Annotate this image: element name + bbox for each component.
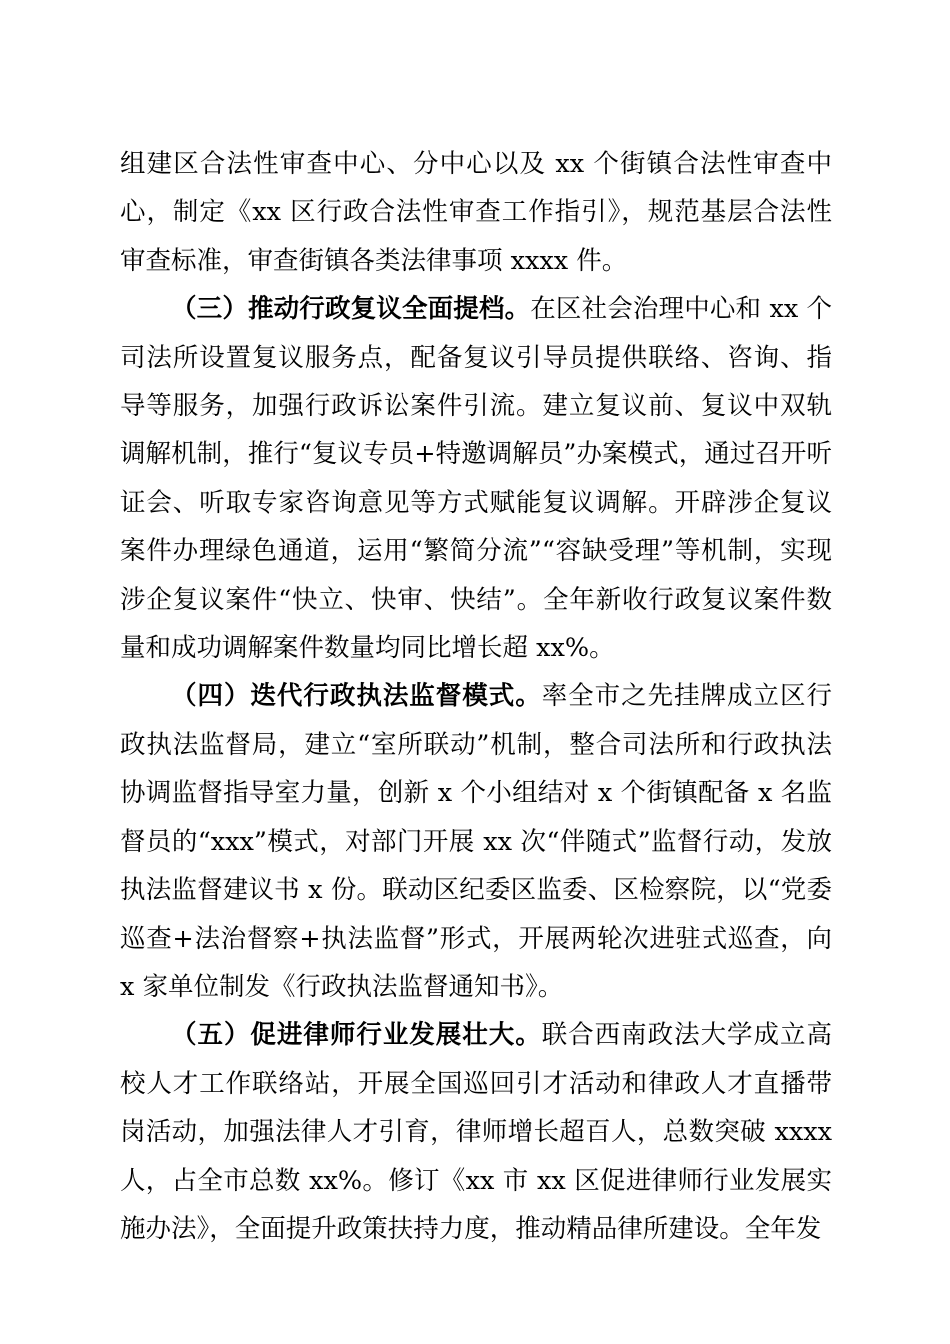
paragraph-body: 率全市之先挂牌成立区行政执法监督局，建立“室所联动”机制，整合司法所和行政执法协调监督指导室力量，创新 x 个小组结对 x 个街镇配备 x 名监督员的“xxx”模式，对部门开展 xx 次“伴随式”监督行动，发放执法监督建议书 x 份。联动区纪委区监委、区检察院，以“党委巡查+法治督察+执法监督”形式，开展两轮次进驻式巡查，向 x 家单位制发《行政执法监督通知书》。 (120, 681, 832, 1002)
paragraph-body: 组建区合法性审查中心、分中心以及 xx 个街镇合法性审查中心，制定《xx 区行政合法性审查工作指引》，规范基层合法性审查标准，审查街镇各类法律事项 xxxx 件。 (120, 149, 832, 276)
paragraph-administrative-review (120, 285, 832, 672)
paragraph-continuation (120, 140, 832, 285)
paragraph-enforcement-supervision (120, 672, 832, 1011)
paragraph-body: 联合西南政法大学成立高校人才工作联络站，开展全国巡回引才活动和律政人才直播带岗活动，加强法律人才引育，律师增长超百人，总数突破 xxxx 人，占全市总数 xx%。修订《xx 市 xx 区促进律师行业发展实施办法》，全面提升政策扶持力度，推动精品律所建设。全年发 (120, 1020, 832, 1244)
paragraph-lawyer-industry (120, 1011, 832, 1253)
paragraph-heading: （四）迭代行政执法监督模式。 (171, 681, 542, 712)
paragraph-heading: （三）推动行政复议全面提档。 (171, 294, 531, 325)
document-body (120, 140, 832, 1253)
paragraph-body: 在区社会治理中心和 xx 个司法所设置复议服务点，配备复议引导员提供联络、咨询、指导等服务，加强行政诉讼案件引流。建立复议前、复议中双轨调解机制，推行“复议专员+特邀调解员”办案模式，通过召开听证会、听取专家咨询意见等方式赋能复议调解。开辟涉企复议案件办理绿色通道，运用“繁简分流”“容缺受理”等机制，实现涉企复议案件“快立、快审、快结”。全年新收行政复议案件数量和成功调解案件数量均同比增长超 xx%。 (120, 294, 832, 664)
paragraph-heading: （五）促进律师行业发展壮大。 (171, 1020, 542, 1051)
